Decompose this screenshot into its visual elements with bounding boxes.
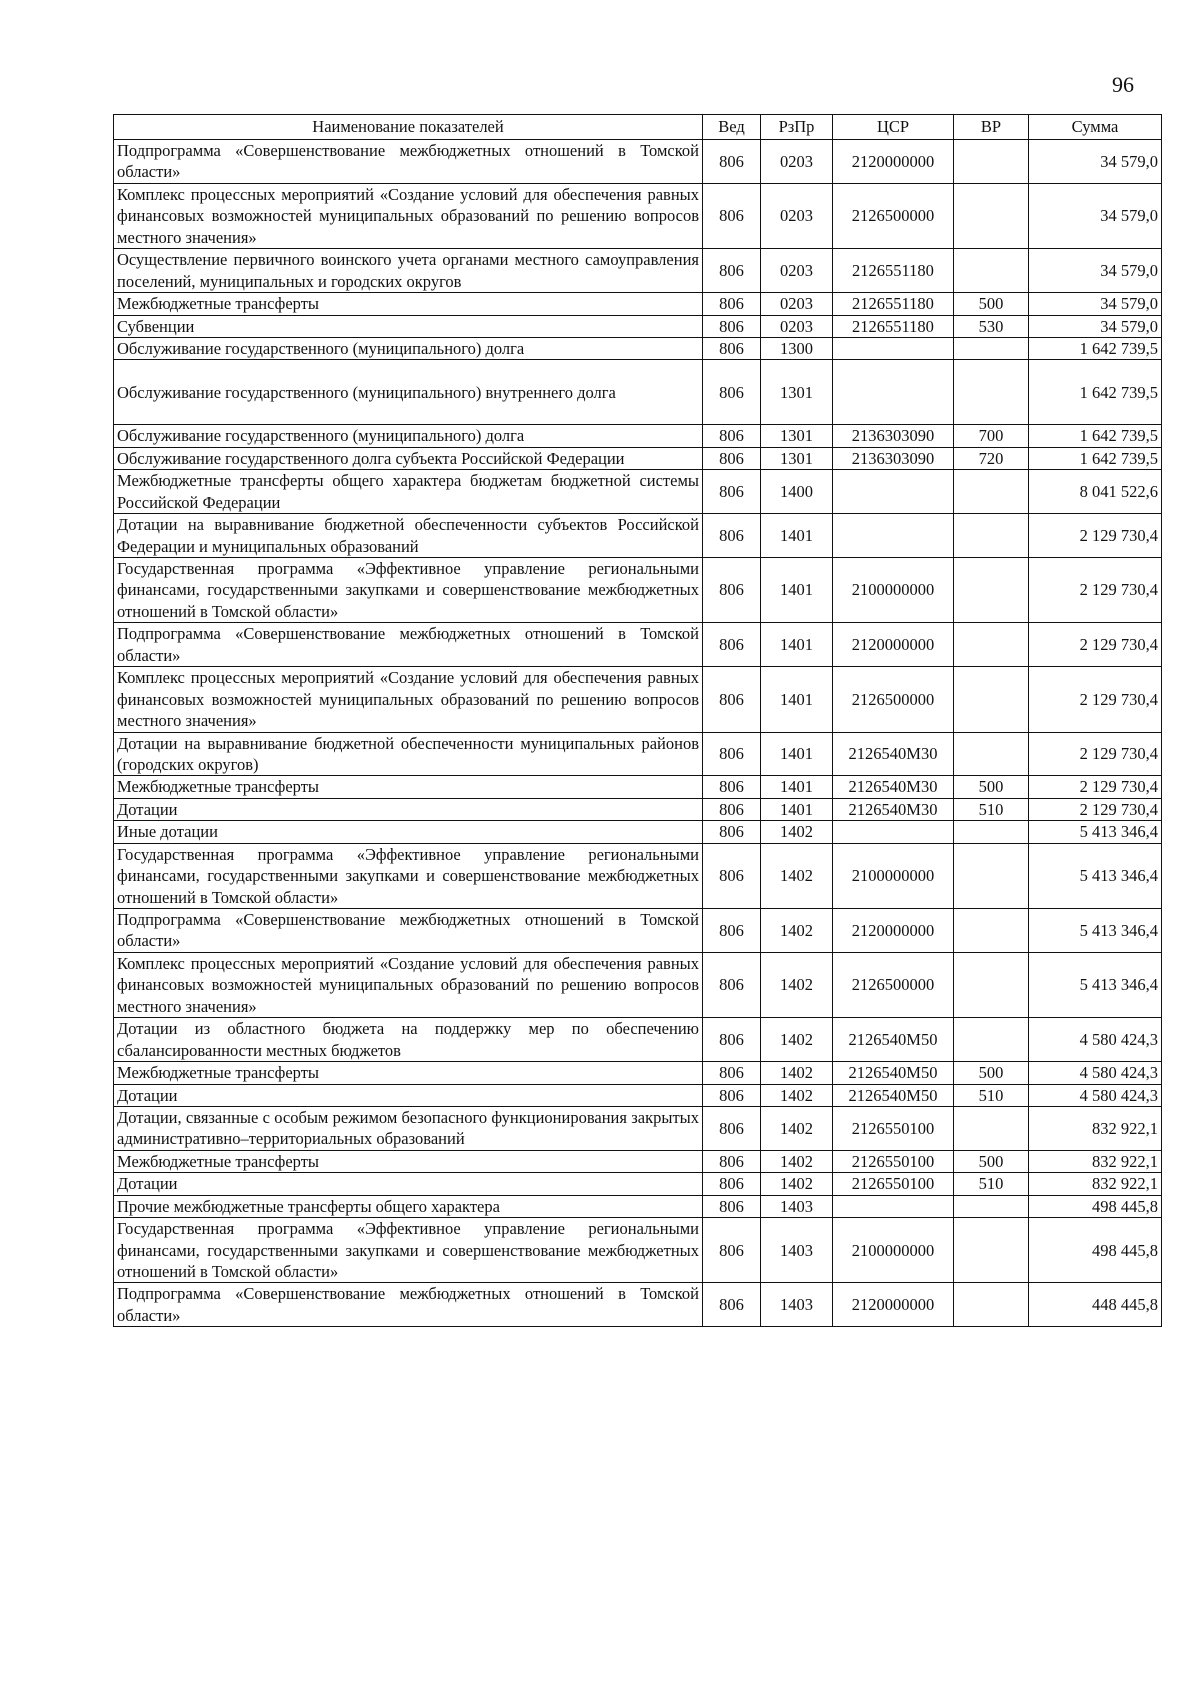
row-rzpr: 1403 — [761, 1283, 833, 1327]
table-body — [114, 140, 1162, 1327]
row-csr: 2136303090 — [833, 447, 954, 469]
row-name: Государственная программа «Эффективное управление региональными финансами, государственными закупками и совершенствование межбюджетных отношений в Томской области» — [114, 843, 703, 908]
table-row — [114, 315, 1162, 337]
row-ved: 806 — [703, 249, 761, 293]
row-rzpr: 1401 — [761, 732, 833, 776]
row-vr: 530 — [954, 315, 1029, 337]
row-csr — [833, 821, 954, 843]
row-rzpr: 1301 — [761, 447, 833, 469]
row-rzpr: 1402 — [761, 952, 833, 1017]
row-ved: 806 — [703, 1150, 761, 1172]
row-name: Межбюджетные трансферты — [114, 293, 703, 315]
row-sum: 1 642 739,5 — [1029, 337, 1162, 359]
row-sum: 448 445,8 — [1029, 1283, 1162, 1327]
row-vr — [954, 360, 1029, 425]
table-row — [114, 1218, 1162, 1283]
row-vr — [954, 623, 1029, 667]
header-csr: ЦСР — [833, 115, 954, 140]
table-row — [114, 514, 1162, 558]
row-ved: 806 — [703, 1218, 761, 1283]
row-name: Подпрограмма «Совершенствование межбюджетных отношений в Томской области» — [114, 1283, 703, 1327]
row-ved: 806 — [703, 514, 761, 558]
row-sum: 5 413 346,4 — [1029, 952, 1162, 1017]
row-csr: 2120000000 — [833, 1283, 954, 1327]
header-name: Наименование показателей — [114, 115, 703, 140]
table-header-row — [114, 115, 1162, 140]
row-sum: 498 445,8 — [1029, 1218, 1162, 1283]
row-ved: 806 — [703, 909, 761, 953]
row-ved: 806 — [703, 623, 761, 667]
table-row — [114, 140, 1162, 184]
table-row — [114, 183, 1162, 248]
row-ved: 806 — [703, 1106, 761, 1150]
row-rzpr: 1301 — [761, 360, 833, 425]
row-ved: 806 — [703, 667, 761, 732]
row-vr — [954, 558, 1029, 623]
row-name: Межбюджетные трансферты — [114, 1062, 703, 1084]
row-csr: 2120000000 — [833, 140, 954, 184]
row-ved: 806 — [703, 360, 761, 425]
header-vr: ВР — [954, 115, 1029, 140]
row-csr — [833, 337, 954, 359]
row-ved: 806 — [703, 293, 761, 315]
row-rzpr: 1402 — [761, 909, 833, 953]
row-sum: 1 642 739,5 — [1029, 360, 1162, 425]
row-rzpr: 1402 — [761, 1018, 833, 1062]
row-ved: 806 — [703, 337, 761, 359]
row-sum: 1 642 739,5 — [1029, 447, 1162, 469]
row-name: Комплекс процессных мероприятий «Создание условий для обеспечения равных финансовых возможностей муниципальных образований по решению вопросов местного значения» — [114, 183, 703, 248]
row-csr: 2126540M30 — [833, 776, 954, 798]
row-ved: 806 — [703, 1283, 761, 1327]
header-ved: Вед — [703, 115, 761, 140]
row-name: Прочие межбюджетные трансферты общего характера — [114, 1195, 703, 1217]
row-csr: 2136303090 — [833, 425, 954, 447]
row-sum: 498 445,8 — [1029, 1195, 1162, 1217]
row-name: Межбюджетные трансферты общего характера бюджетам бюджетной системы Российской Федерации — [114, 470, 703, 514]
row-sum: 4 580 424,3 — [1029, 1084, 1162, 1106]
row-vr — [954, 337, 1029, 359]
table-row — [114, 952, 1162, 1017]
table-row — [114, 360, 1162, 425]
row-ved: 806 — [703, 558, 761, 623]
row-csr: 2126540M50 — [833, 1018, 954, 1062]
table-row — [114, 249, 1162, 293]
row-csr: 2126550100 — [833, 1106, 954, 1150]
row-rzpr: 1402 — [761, 1106, 833, 1150]
row-rzpr: 1403 — [761, 1218, 833, 1283]
row-sum: 34 579,0 — [1029, 293, 1162, 315]
row-name: Комплекс процессных мероприятий «Создание условий для обеспечения равных финансовых возможностей муниципальных образований по решению вопросов местного значения» — [114, 952, 703, 1017]
table-row — [114, 821, 1162, 843]
table-row — [114, 447, 1162, 469]
row-name: Государственная программа «Эффективное управление региональными финансами, государственными закупками и совершенствование межбюджетных отношений в Томской области» — [114, 1218, 703, 1283]
row-vr — [954, 183, 1029, 248]
row-csr: 2126551180 — [833, 249, 954, 293]
row-vr — [954, 470, 1029, 514]
row-name: Обслуживание государственного (муниципального) долга — [114, 425, 703, 447]
row-name: Обслуживание государственного (муниципального) долга — [114, 337, 703, 359]
row-vr — [954, 952, 1029, 1017]
row-ved: 806 — [703, 447, 761, 469]
row-sum: 2 129 730,4 — [1029, 623, 1162, 667]
row-sum: 5 413 346,4 — [1029, 909, 1162, 953]
row-vr — [954, 1283, 1029, 1327]
row-vr — [954, 1106, 1029, 1150]
row-rzpr: 1401 — [761, 667, 833, 732]
table-row — [114, 1173, 1162, 1195]
row-sum: 2 129 730,4 — [1029, 558, 1162, 623]
row-csr: 2126551180 — [833, 315, 954, 337]
row-csr: 2126500000 — [833, 667, 954, 732]
table-row — [114, 1062, 1162, 1084]
row-name: Подпрограмма «Совершенствование межбюджетных отношений в Томской области» — [114, 140, 703, 184]
row-name: Обслуживание государственного долга субъекта Российской Федерации — [114, 447, 703, 469]
row-csr: 2100000000 — [833, 843, 954, 908]
row-ved: 806 — [703, 470, 761, 514]
table-row — [114, 1018, 1162, 1062]
row-ved: 806 — [703, 1018, 761, 1062]
row-sum: 2 129 730,4 — [1029, 776, 1162, 798]
row-sum: 1 642 739,5 — [1029, 425, 1162, 447]
row-csr: 2126540M50 — [833, 1084, 954, 1106]
row-csr: 2120000000 — [833, 623, 954, 667]
row-sum: 832 922,1 — [1029, 1173, 1162, 1195]
row-rzpr: 1401 — [761, 558, 833, 623]
row-vr — [954, 1218, 1029, 1283]
row-csr — [833, 470, 954, 514]
row-sum: 34 579,0 — [1029, 315, 1162, 337]
row-ved: 806 — [703, 315, 761, 337]
table-row — [114, 909, 1162, 953]
row-csr: 2126540M30 — [833, 798, 954, 820]
row-rzpr: 0203 — [761, 183, 833, 248]
row-vr: 500 — [954, 1062, 1029, 1084]
row-name: Межбюджетные трансферты — [114, 776, 703, 798]
row-sum: 4 580 424,3 — [1029, 1062, 1162, 1084]
row-rzpr: 0203 — [761, 293, 833, 315]
row-csr — [833, 1195, 954, 1217]
table-row — [114, 337, 1162, 359]
row-name: Дотации — [114, 1173, 703, 1195]
row-rzpr: 1401 — [761, 623, 833, 667]
row-vr — [954, 1018, 1029, 1062]
table-row — [114, 1195, 1162, 1217]
row-ved: 806 — [703, 952, 761, 1017]
row-ved: 806 — [703, 425, 761, 447]
row-sum: 8 041 522,6 — [1029, 470, 1162, 514]
row-rzpr: 1300 — [761, 337, 833, 359]
row-csr: 2126500000 — [833, 952, 954, 1017]
table-row — [114, 1283, 1162, 1327]
row-csr: 2100000000 — [833, 1218, 954, 1283]
row-ved: 806 — [703, 183, 761, 248]
row-ved: 806 — [703, 821, 761, 843]
row-rzpr: 0203 — [761, 315, 833, 337]
table-row — [114, 843, 1162, 908]
row-rzpr: 1400 — [761, 470, 833, 514]
row-vr: 720 — [954, 447, 1029, 469]
row-sum: 34 579,0 — [1029, 249, 1162, 293]
row-ved: 806 — [703, 732, 761, 776]
row-name: Дотации — [114, 798, 703, 820]
row-rzpr: 0203 — [761, 140, 833, 184]
row-ved: 806 — [703, 1195, 761, 1217]
row-sum: 832 922,1 — [1029, 1106, 1162, 1150]
row-csr — [833, 360, 954, 425]
row-csr: 2126550100 — [833, 1173, 954, 1195]
row-rzpr: 0203 — [761, 249, 833, 293]
table-row — [114, 1084, 1162, 1106]
row-csr: 2120000000 — [833, 909, 954, 953]
table-row — [114, 623, 1162, 667]
row-sum: 2 129 730,4 — [1029, 732, 1162, 776]
row-name: Комплекс процессных мероприятий «Создание условий для обеспечения равных финансовых возможностей муниципальных образований по решению вопросов местного значения» — [114, 667, 703, 732]
row-name: Государственная программа «Эффективное управление региональными финансами, государственными закупками и совершенствование межбюджетных отношений в Томской области» — [114, 558, 703, 623]
row-vr: 510 — [954, 1084, 1029, 1106]
row-vr — [954, 1195, 1029, 1217]
row-csr — [833, 514, 954, 558]
row-name: Дотации — [114, 1084, 703, 1106]
table-row — [114, 798, 1162, 820]
row-vr — [954, 909, 1029, 953]
table-row — [114, 293, 1162, 315]
table-row — [114, 470, 1162, 514]
row-name: Подпрограмма «Совершенствование межбюджетных отношений в Томской области» — [114, 909, 703, 953]
row-sum: 5 413 346,4 — [1029, 843, 1162, 908]
row-rzpr: 1402 — [761, 1173, 833, 1195]
table-row — [114, 667, 1162, 732]
row-csr: 2100000000 — [833, 558, 954, 623]
row-rzpr: 1402 — [761, 843, 833, 908]
row-csr: 2126540M30 — [833, 732, 954, 776]
row-ved: 806 — [703, 1084, 761, 1106]
row-vr: 700 — [954, 425, 1029, 447]
row-ved: 806 — [703, 843, 761, 908]
row-vr — [954, 249, 1029, 293]
row-sum: 2 129 730,4 — [1029, 798, 1162, 820]
row-name: Иные дотации — [114, 821, 703, 843]
table-row — [114, 732, 1162, 776]
table-row — [114, 1106, 1162, 1150]
row-vr: 510 — [954, 1173, 1029, 1195]
row-rzpr: 1401 — [761, 776, 833, 798]
row-vr — [954, 667, 1029, 732]
row-rzpr: 1402 — [761, 1084, 833, 1106]
row-name: Межбюджетные трансферты — [114, 1150, 703, 1172]
row-vr: 500 — [954, 1150, 1029, 1172]
row-name: Дотации на выравнивание бюджетной обеспеченности муниципальных районов (городских округов) — [114, 732, 703, 776]
row-rzpr: 1402 — [761, 1062, 833, 1084]
row-csr: 2126500000 — [833, 183, 954, 248]
row-name: Дотации, связанные с особым режимом безопасного функционирования закрытых административно–территориальных образований — [114, 1106, 703, 1150]
row-sum: 2 129 730,4 — [1029, 667, 1162, 732]
row-rzpr: 1401 — [761, 798, 833, 820]
row-vr — [954, 843, 1029, 908]
row-rzpr: 1403 — [761, 1195, 833, 1217]
row-ved: 806 — [703, 798, 761, 820]
row-csr: 2126551180 — [833, 293, 954, 315]
row-rzpr: 1301 — [761, 425, 833, 447]
row-sum: 2 129 730,4 — [1029, 514, 1162, 558]
row-name: Осуществление первичного воинского учета органами местного самоуправления поселений, муниципальных и городских округов — [114, 249, 703, 293]
row-name: Дотации на выравнивание бюджетной обеспеченности субъектов Российской Федерации и муниципальных образований — [114, 514, 703, 558]
row-sum: 34 579,0 — [1029, 183, 1162, 248]
row-sum: 5 413 346,4 — [1029, 821, 1162, 843]
row-rzpr: 1402 — [761, 1150, 833, 1172]
table-row — [114, 558, 1162, 623]
row-vr: 500 — [954, 776, 1029, 798]
row-ved: 806 — [703, 1173, 761, 1195]
page-number: 96 — [1112, 72, 1134, 97]
row-rzpr: 1402 — [761, 821, 833, 843]
row-name: Обслуживание государственного (муниципального) внутреннего долга — [114, 360, 703, 425]
row-csr: 2126550100 — [833, 1150, 954, 1172]
row-vr — [954, 514, 1029, 558]
table-row — [114, 776, 1162, 798]
row-name: Дотации из областного бюджета на поддержку мер по обеспечению сбалансированности местных бюджетов — [114, 1018, 703, 1062]
row-sum: 832 922,1 — [1029, 1150, 1162, 1172]
row-ved: 806 — [703, 1062, 761, 1084]
row-name: Субвенции — [114, 315, 703, 337]
header-sum: Сумма — [1029, 115, 1162, 140]
row-vr — [954, 140, 1029, 184]
header-rzpr: РзПр — [761, 115, 833, 140]
row-sum: 34 579,0 — [1029, 140, 1162, 184]
row-csr: 2126540M50 — [833, 1062, 954, 1084]
budget-table — [113, 114, 1162, 1327]
row-name: Подпрограмма «Совершенствование межбюджетных отношений в Томской области» — [114, 623, 703, 667]
row-vr — [954, 732, 1029, 776]
row-ved: 806 — [703, 776, 761, 798]
row-vr — [954, 821, 1029, 843]
table-row — [114, 1150, 1162, 1172]
row-rzpr: 1401 — [761, 514, 833, 558]
row-ved: 806 — [703, 140, 761, 184]
row-vr: 510 — [954, 798, 1029, 820]
row-vr: 500 — [954, 293, 1029, 315]
table-row — [114, 425, 1162, 447]
row-sum: 4 580 424,3 — [1029, 1018, 1162, 1062]
